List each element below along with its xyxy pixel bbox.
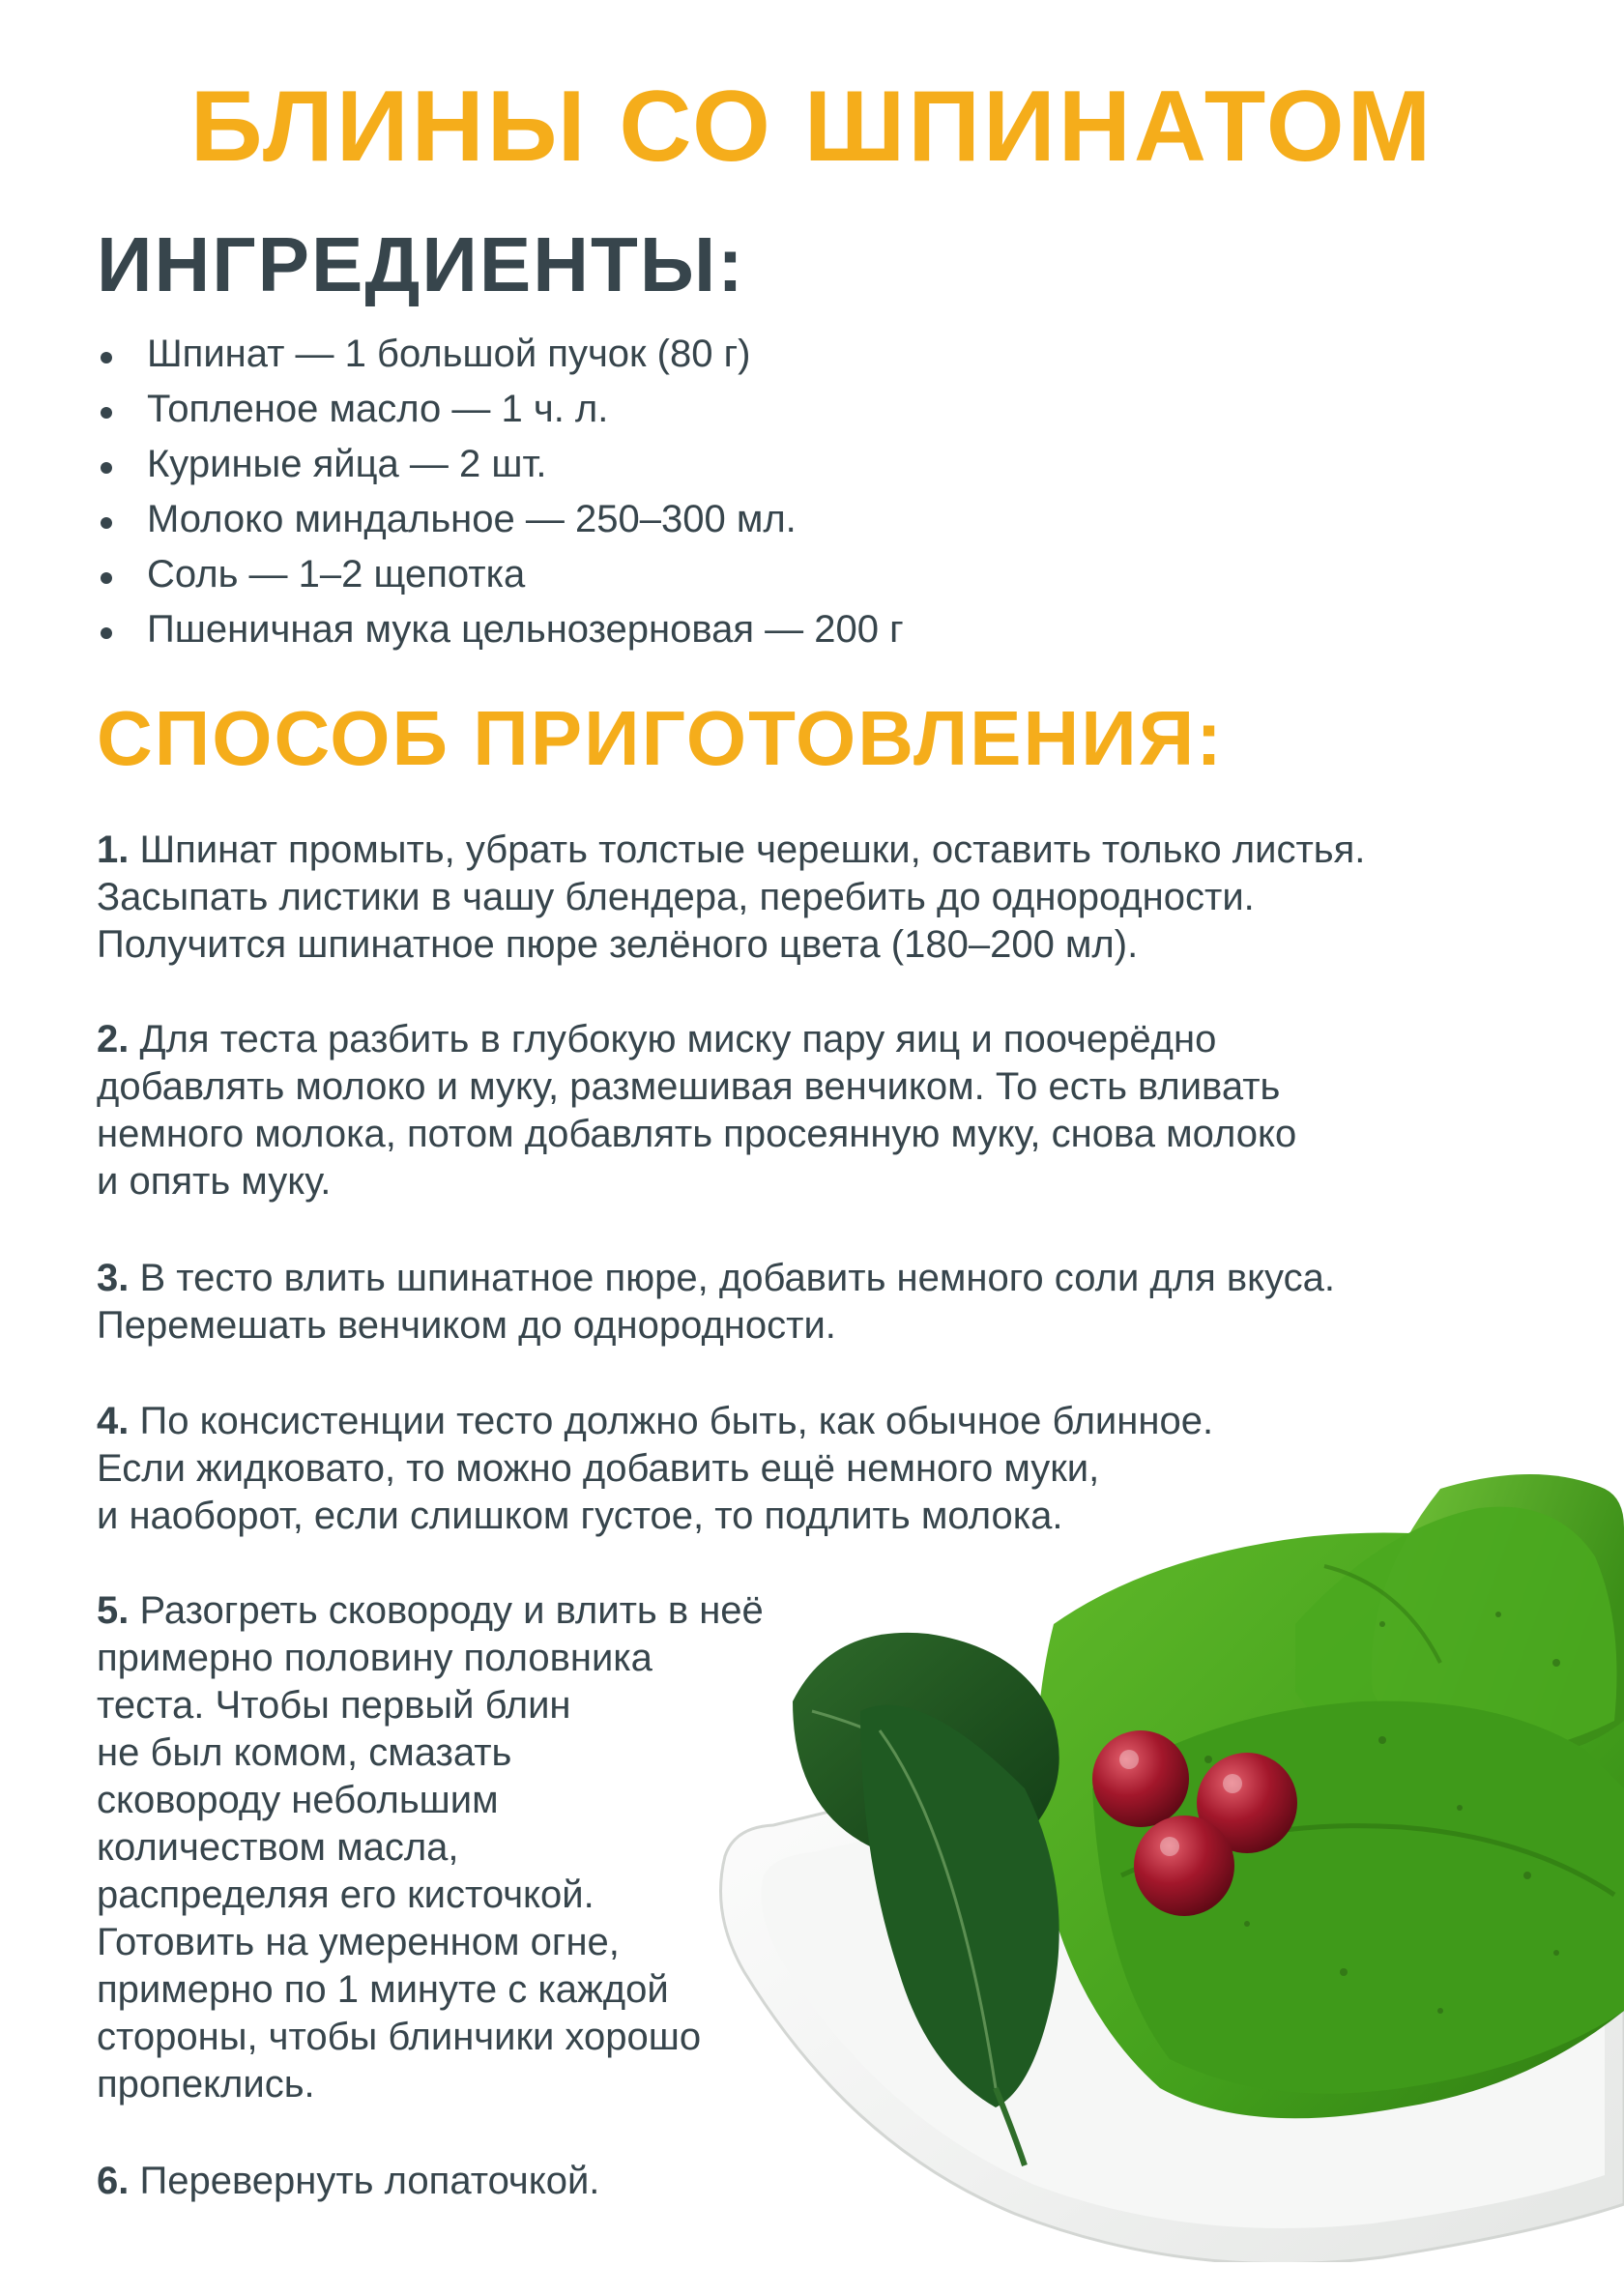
- step-number: 2.: [97, 1018, 130, 1060]
- step-line: пропеклись.: [97, 2063, 315, 2106]
- step-line: сковороду небольшим: [97, 1779, 499, 1821]
- step-number: 5.: [97, 1589, 130, 1632]
- step-line: немного молока, потом добавлять просеянную муку, снова молоко: [97, 1113, 1297, 1155]
- step-2: [97, 1016, 1296, 1206]
- step-line: По консистенции тесто должно быть, как обычное блинное.: [139, 1400, 1214, 1442]
- method-heading: СПОСОБ ПРИГОТОВЛЕНИЯ:: [97, 695, 1224, 781]
- step-line: примерно половину половника: [97, 1637, 652, 1679]
- step-6: [97, 2158, 599, 2205]
- step-line: Получится шпинатное пюре зелёного цвета (180–200 мл).: [97, 923, 1139, 966]
- ingredient-item: Молоко миндальное — 250–300 мл.: [97, 492, 904, 547]
- ingredient-item: Топленое масло — 1 ч. л.: [97, 382, 904, 437]
- step-number: 4.: [97, 1400, 130, 1442]
- step-line: количеством масла,: [97, 1826, 459, 1869]
- ingredients-list: [97, 327, 904, 657]
- step-line: Для теста разбить в глубокую миску пару яиц и поочерёдно: [139, 1018, 1217, 1060]
- ingredient-item: Куриные яйца — 2 шт.: [97, 437, 904, 492]
- step-line: и наоборот, если слишком густое, то подлить молока.: [97, 1495, 1063, 1537]
- step-line: добавлять молоко и муку, размешивая венчиком. То есть вливать: [97, 1065, 1281, 1108]
- step-3: [97, 1255, 1335, 1350]
- step-line: Разогреть сковороду и влить в неё: [139, 1589, 764, 1632]
- step-line: Готовить на умеренном огне,: [97, 1921, 620, 1963]
- step-number: 1.: [97, 828, 130, 871]
- step-line: теста. Чтобы первый блин: [97, 1684, 571, 1727]
- step-line: стороны, чтобы блинчики хорошо: [97, 2016, 702, 2058]
- step-line: Перемешать венчиком до однородности.: [97, 1304, 836, 1347]
- step-line: Засыпать листики в чашу блендера, перебить до однородности.: [97, 876, 1255, 918]
- ingredients-heading: ИНГРЕДИЕНТЫ:: [97, 221, 745, 307]
- step-line: Шпинат промыть, убрать толстые черешки, оставить только листья.: [139, 828, 1366, 871]
- step-line: не был комом, смазать: [97, 1731, 512, 1774]
- step-1: [97, 827, 1365, 969]
- step-line: Перевернуть лопаточкой.: [139, 2160, 600, 2202]
- step-line: Если жидковато, то можно добавить ещё немного муки,: [97, 1447, 1100, 1490]
- step-5: [97, 1587, 764, 2108]
- ingredient-item: Пшеничная мука цельнозерновая — 200 г: [97, 602, 904, 657]
- recipe-title: БЛИНЫ СО ШПИНАТОМ: [189, 71, 1435, 183]
- ingredient-item: Соль — 1–2 щепотка: [97, 547, 904, 602]
- step-line: примерно по 1 минуте с каждой: [97, 1968, 669, 2011]
- step-line: распределяя его кисточкой.: [97, 1874, 594, 1916]
- ingredient-item: Шпинат — 1 большой пучок (80 г): [97, 327, 904, 382]
- step-line: В тесто влить шпинатное пюре, добавить немного соли для вкуса.: [139, 1257, 1335, 1299]
- step-number: 6.: [97, 2160, 130, 2202]
- step-number: 3.: [97, 1257, 130, 1299]
- pancakes-photo: [706, 1469, 1624, 2262]
- step-line: и опять муку.: [97, 1160, 332, 1203]
